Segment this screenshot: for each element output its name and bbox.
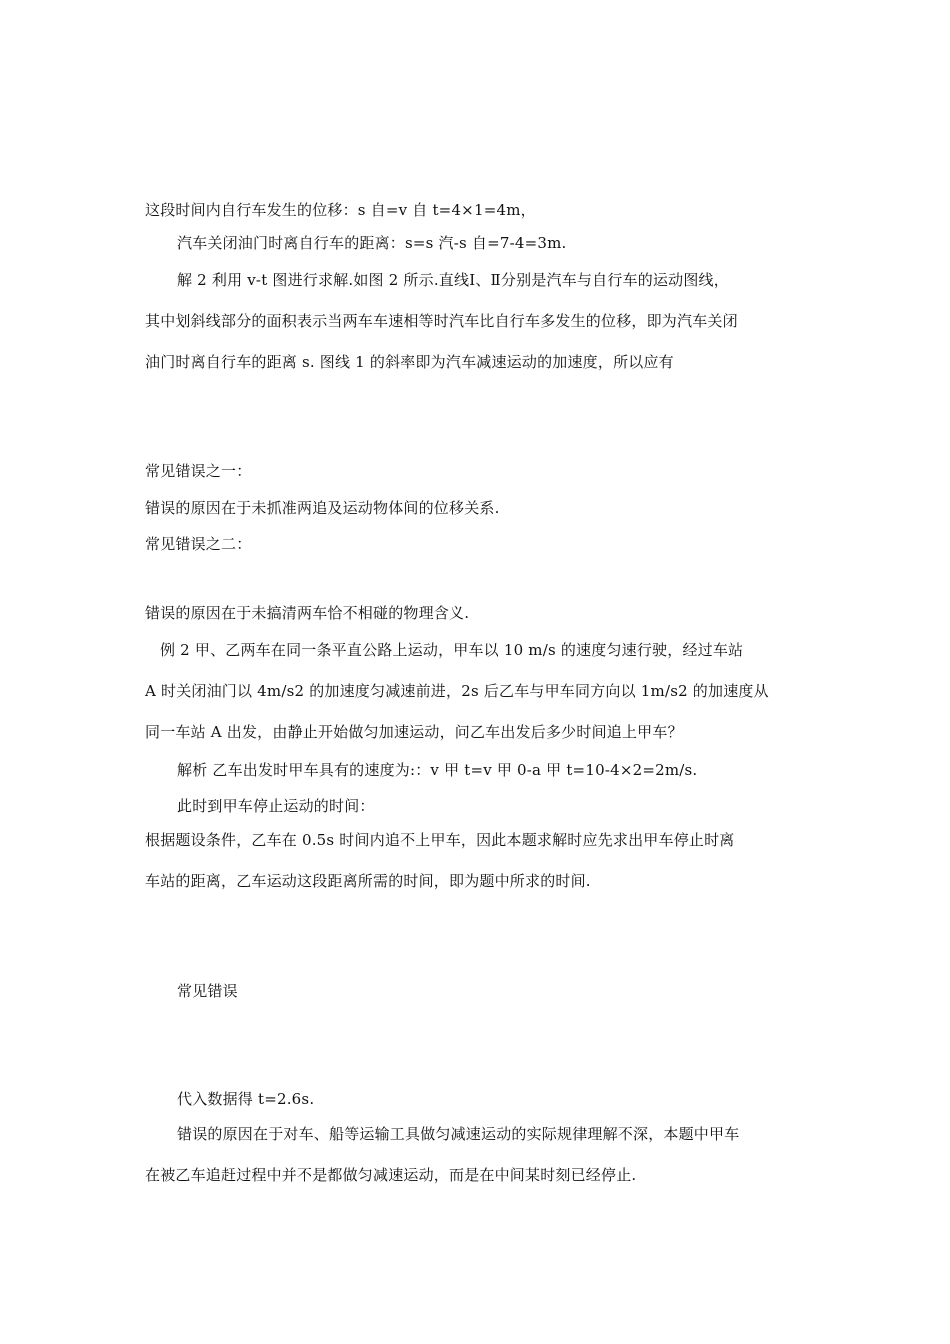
text-line: 解析 乙车出发时甲车具有的速度为:：v 甲 t=v 甲 0-a 甲 t=10-4×2=2m/s. — [177, 761, 698, 779]
text-line: 同一车站 A 出发，由静止开始做匀加速运动，问乙车出发后多少时间追上甲车？ — [145, 723, 683, 741]
text-line: 例 2 甲、乙两车在同一条平直公路上运动，甲车以 10 m/s 的速度匀速行驶，经过车站 — [160, 641, 744, 659]
text-line: 其中划斜线部分的面积表示当两车车速相等时汽车比自行车多发生的位移，即为汽车关闭 — [145, 312, 738, 330]
text-line: 车站的距离，乙车运动这段距离所需的时间，即为题中所求的时间. — [145, 872, 591, 890]
text-line: 错误的原因在于未搞清两车恰不相碰的物理含义. — [145, 604, 470, 622]
text-line: 油门时离自行车的距离 s. 图线 1 的斜率即为汽车减速运动的加速度，所以应有 — [145, 353, 674, 371]
text-line: A 时关闭油门以 4m/s2 的加速度匀减速前进，2s 后乙车与甲车同方向以 1m/s2 的加速度从 — [145, 682, 769, 700]
text-line: 此时到甲车停止运动的时间： — [177, 797, 375, 815]
text-line: 错误的原因在于对车、船等运输工具做匀减速运动的实际规律理解不深，本题中甲车 — [177, 1125, 740, 1143]
text-line: 汽车关闭油门时离自行车的距离：s=s 汽-s 自=7-4=3m. — [177, 234, 567, 252]
text-line: 解 2 利用 v-t 图进行求解.如图 2 所示.直线Ⅰ、Ⅱ分别是汽车与自行车的运动图线， — [177, 271, 729, 289]
text-line: 根据题设条件，乙车在 0.5s 时间内追不上甲车，因此本题求解时应先求出甲车停止时离 — [145, 831, 735, 849]
text-line: 常见错误之二： — [145, 535, 252, 553]
text-line: 在被乙车追赶过程中并不是都做匀减速运动，而是在中间某时刻已经停止. — [145, 1166, 637, 1184]
text-line: 代入数据得 t=2.6s. — [177, 1090, 315, 1108]
text-line: 常见错误之一： — [145, 462, 252, 480]
text-line: 错误的原因在于未抓准两追及运动物体间的位移关系. — [145, 499, 500, 517]
text-line: 这段时间内自行车发生的位移：s 自=v 自 t=4×1=4m， — [145, 201, 536, 219]
text-line: 常见错误 — [177, 982, 238, 1000]
